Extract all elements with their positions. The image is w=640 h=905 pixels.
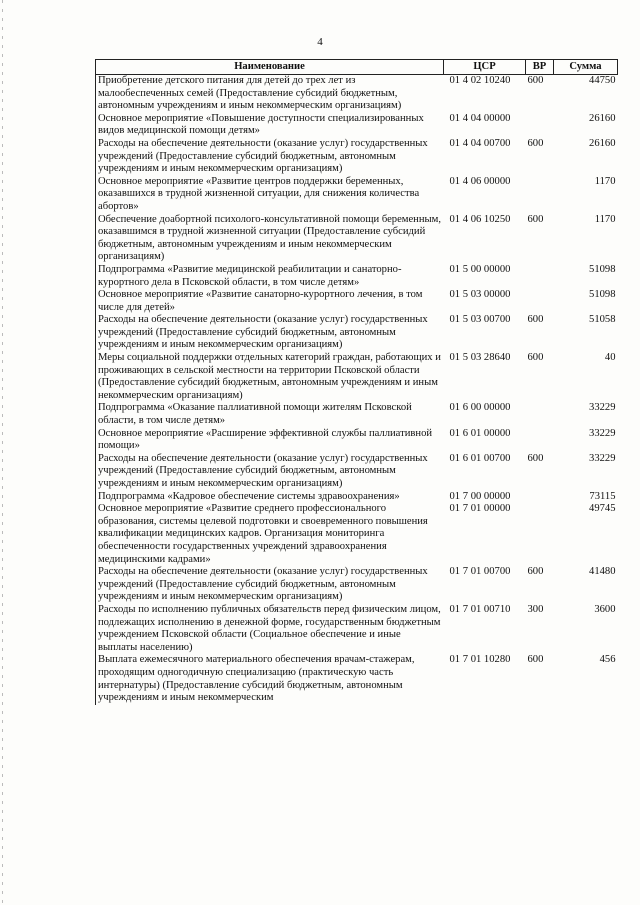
row-sum: 73115 xyxy=(589,490,616,502)
row-csr: 01 6 01 00700 xyxy=(449,452,511,464)
table-row xyxy=(96,289,618,314)
row-name: Подпрограмма «Кадровое обеспечение системы здравоохранения» xyxy=(96,491,444,504)
row-vr: 600 xyxy=(527,75,544,86)
table-header-row xyxy=(96,60,618,75)
row-sum: 33229 xyxy=(589,452,616,464)
row-csr: 01 5 03 00700 xyxy=(449,314,511,326)
row-vr: 600 xyxy=(527,137,544,149)
table-row xyxy=(96,428,618,453)
row-vr: 600 xyxy=(527,452,544,464)
row-name: Основное мероприятие «Развитие санаторно-курортного лечения, в том числе для детей» xyxy=(96,289,444,314)
row-name: Подпрограмма «Оказание паллиативной помощи жителям Псковской области, в том числе детям» xyxy=(96,402,444,427)
row-csr: 01 6 00 00000 xyxy=(449,402,511,414)
table-row xyxy=(96,503,618,566)
row-sum: 51098 xyxy=(589,289,616,301)
row-vr: 600 xyxy=(527,566,544,578)
row-vr: 600 xyxy=(527,314,544,326)
row-vr xyxy=(526,176,554,214)
row-csr: 01 5 03 00000 xyxy=(449,289,511,301)
row-sum: 44750 xyxy=(589,75,616,86)
table-row xyxy=(96,113,618,138)
row-name: Подпрограмма «Развитие медицинской реабилитации и санаторно-курортного дела в Псковской области, в том числе детям» xyxy=(96,264,444,289)
row-name: Основное мероприятие «Развитие центров поддержки беременных, оказавшихся в трудной жизненной ситуации, для снижения количества абортов» xyxy=(96,176,444,214)
table-row xyxy=(96,402,618,427)
row-csr: 01 7 01 00700 xyxy=(449,566,511,578)
budget-table xyxy=(95,59,618,705)
table-row xyxy=(96,214,618,264)
table-row xyxy=(96,491,618,504)
row-sum: 456 xyxy=(599,654,616,666)
row-name: Меры социальной поддержки отдельных категорий граждан, работающих и проживающих в сельской местности на территории Псковской области (Предоставление субсидий бюджетным, автономным учреждениям и иным некоммерческим организациям) xyxy=(96,352,444,402)
row-csr: 01 4 04 00000 xyxy=(449,112,511,124)
row-name: Расходы на обеспечение деятельности (оказание услуг) государственных учреждений (Предоставление субсидий бюджетным, автономным учреждениям и иным некоммерческим организациям) xyxy=(96,566,444,604)
table-row xyxy=(96,264,618,289)
row-vr xyxy=(526,113,554,138)
row-name: Расходы на обеспечение деятельности (оказание услуг) государственных учреждений (Предоставление субсидий бюджетным, автономным учреждениям и иным некоммерческим организациям) xyxy=(96,453,444,491)
row-csr: 01 7 01 00710 xyxy=(449,603,511,615)
row-sum: 26160 xyxy=(589,137,616,149)
row-vr xyxy=(526,289,554,314)
table-row xyxy=(96,75,618,113)
row-vr xyxy=(526,503,554,566)
table-row xyxy=(96,352,618,402)
row-sum: 33229 xyxy=(589,427,616,439)
header-vr: ВР xyxy=(526,60,554,75)
page-number: 4 xyxy=(317,36,323,48)
table-row xyxy=(96,314,618,352)
row-name: Расходы по исполнению публичных обязательств перед физическим лицом, подлежащих исполнению в денежной форме, государственным бюджетным учреждением Псковской области (Социальное обеспечение и иные выплаты населению) xyxy=(96,604,444,654)
table-row xyxy=(96,176,618,214)
row-name: Выплата ежемесячного материального обеспечения врачам-стажерам, проходящим одногодичную специализацию (практическую часть интернатуры) (Предоставление субсидий бюджетным, автономным учреждениям и иным некоммерческим xyxy=(96,654,444,704)
table-row xyxy=(96,604,618,654)
row-vr xyxy=(526,402,554,427)
row-sum: 51058 xyxy=(589,314,616,326)
row-name: Основное мероприятие «Повышение доступности специализированных видов медицинской помощи детям» xyxy=(96,113,444,138)
row-sum: 41480 xyxy=(589,566,616,578)
table-body xyxy=(96,75,618,705)
row-sum: 1170 xyxy=(594,213,616,225)
scan-edge xyxy=(2,0,3,905)
row-csr: 01 7 01 00000 xyxy=(449,503,511,515)
table-row xyxy=(96,654,618,704)
header-name: Наименование xyxy=(96,60,444,75)
row-vr xyxy=(526,428,554,453)
row-csr: 01 6 01 00000 xyxy=(449,427,511,439)
row-vr xyxy=(526,491,554,504)
table-row xyxy=(96,566,618,604)
row-sum: 40 xyxy=(604,352,616,364)
row-csr: 01 4 06 10250 xyxy=(449,213,511,225)
header-csr: ЦСР xyxy=(444,60,526,75)
header-sum: Сумма xyxy=(554,60,618,75)
row-name: Приобретение детского питания для детей до трех лет из малообеспеченных семей (Предоставление субсидий бюджетным, автономным учреждениям и иным некоммерческим организациям) xyxy=(96,75,444,113)
row-vr xyxy=(526,264,554,289)
row-csr: 01 5 03 28640 xyxy=(449,352,511,364)
row-csr: 01 7 01 10280 xyxy=(449,654,511,666)
row-name: Основное мероприятие «Развитие среднего профессионального образования, системы целевой подготовки и своевременного повышения квалификации медицинских кадров. Организация мониторинга обеспеченности государственных учреждений здравоохранения медицинскими кадрами» xyxy=(96,503,444,566)
row-name: Основное мероприятие «Расширение эффективной службы паллиативной помощи» xyxy=(96,428,444,453)
row-csr: 01 4 04 00700 xyxy=(449,137,511,149)
row-vr: 600 xyxy=(527,213,544,225)
row-vr: 300 xyxy=(527,603,544,615)
row-vr: 600 xyxy=(527,352,544,364)
row-sum: 49745 xyxy=(589,503,616,515)
row-sum: 26160 xyxy=(589,112,616,124)
row-sum: 1170 xyxy=(594,175,616,187)
row-name: Расходы на обеспечение деятельности (оказание услуг) государственных учреждений (Предоставление субсидий бюджетным, автономным учреждениям и иным некоммерческим организациям) xyxy=(96,138,444,176)
row-name: Обеспечение доабортной психолого-консультативной помощи беременным, оказавшимся в трудной жизненной ситуации (Предоставление субсидий бюджетным, автономным учреждениям и иным некоммерческим организациям) xyxy=(96,214,444,264)
row-sum: 51098 xyxy=(589,263,616,275)
row-name: Расходы на обеспечение деятельности (оказание услуг) государственных учреждений (Предоставление субсидий бюджетным, автономным учреждениям и иным некоммерческим организациям) xyxy=(96,314,444,352)
row-sum: 33229 xyxy=(589,402,616,414)
row-csr: 01 4 02 10240 xyxy=(449,75,511,86)
row-csr: 01 5 00 00000 xyxy=(449,263,511,275)
row-vr: 600 xyxy=(527,654,544,666)
table-row xyxy=(96,453,618,491)
row-csr: 01 4 06 00000 xyxy=(449,175,511,187)
row-csr: 01 7 00 00000 xyxy=(449,490,511,502)
table-row xyxy=(96,138,618,176)
row-sum: 3600 xyxy=(594,603,616,615)
